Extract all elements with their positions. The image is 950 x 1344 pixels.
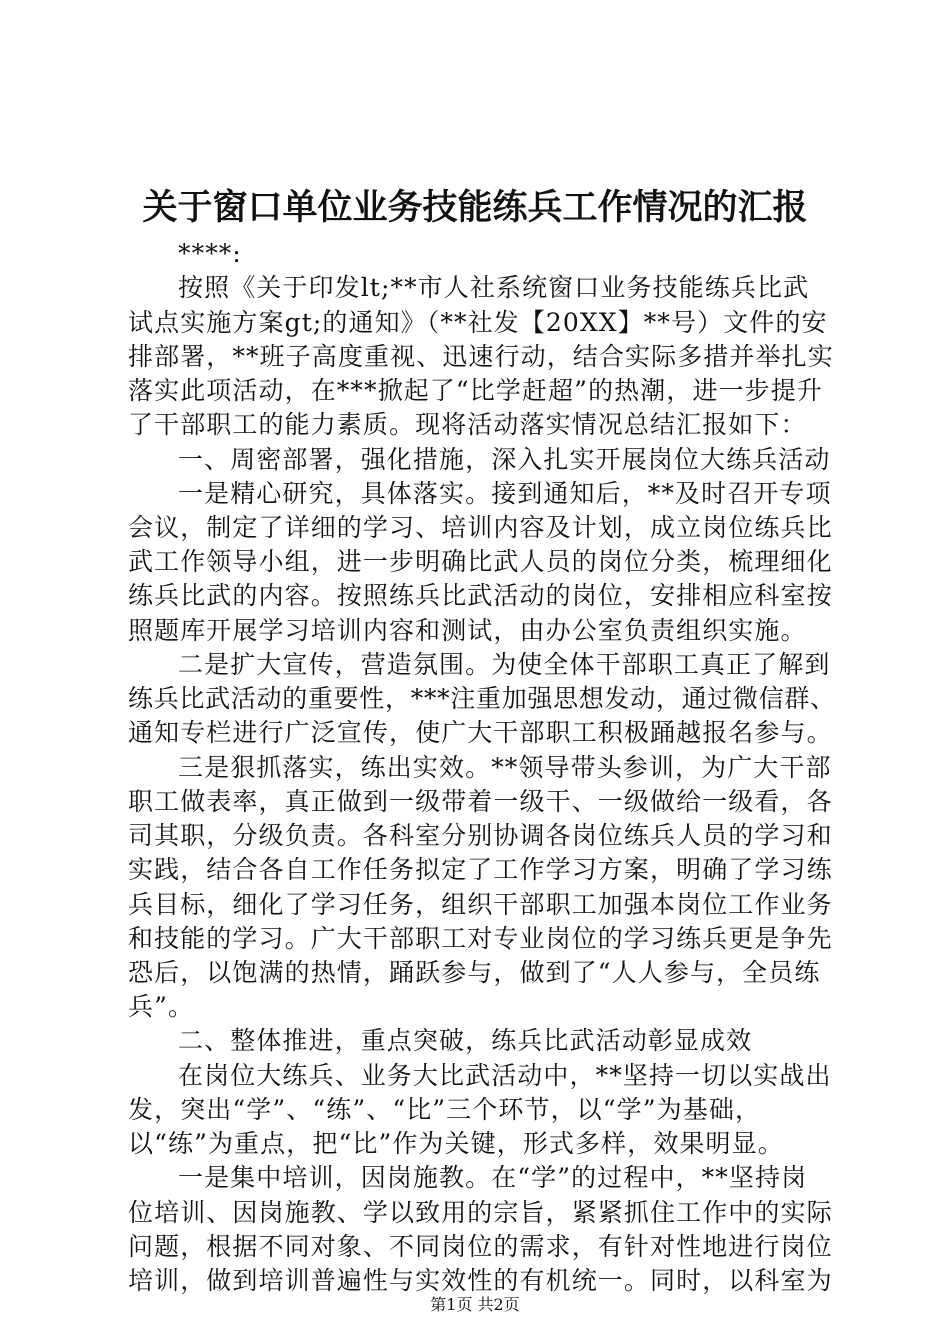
- document-title: 关于窗口单位业务技能练兵工作情况的汇报: [142, 187, 808, 228]
- paragraph-line: 发，突出“学”、“练”、“比”三个环节，以“学”为基础，: [128, 1095, 762, 1124]
- paragraph-line: 司其职，分级负责。各科室分别协调各岗位练兵人员的学习和: [128, 821, 833, 850]
- paragraph-line: 三是狠抓落实，练出实效。**领导带头参训，为广大干部: [178, 753, 832, 782]
- section-heading: 一、周密部署，强化措施，深入扎实开展岗位大练兵活动: [178, 445, 831, 474]
- paragraph-line: 一是精心研究，具体落实。接到通知后，**及时召开专项: [178, 479, 832, 508]
- paragraph-line: 武工作领导小组，进一步明确比武人员的岗位分类，梳理细化: [128, 547, 833, 576]
- paragraph-line: 了干部职工的能力素质。现将活动落实情况总结汇报如下：: [128, 410, 807, 439]
- page-footer: 第1页 共2页: [430, 1295, 520, 1314]
- salutation: ****:: [178, 239, 242, 268]
- paragraph-line: 和技能的学习。广大干部职工对专业岗位的学习练兵更是争先: [128, 924, 833, 953]
- paragraph-line: 职工做表率，真正做到一级带着一级干、一级做给一级看，各: [128, 787, 833, 816]
- paragraph-line: 练兵比武活动的重要性，***注重加强思想发动，通过微信群、: [128, 684, 836, 713]
- paragraph-line: 实践，结合各自工作任务拟定了工作学习方案，明确了学习练: [128, 855, 833, 884]
- paragraph-line: 在岗位大练兵、业务大比武活动中，**坚持一切以实战出: [178, 1061, 832, 1090]
- paragraph-line: 位培训、因岗施教、学以致用的宗旨，紧紧抓住工作中的实际: [128, 1198, 833, 1227]
- paragraph-line: 会议，制定了详细的学习、培训内容及计划，成立岗位练兵比: [128, 513, 833, 542]
- paragraph-line: 问题，根据不同对象、不同岗位的需求，有针对性地进行岗位: [128, 1232, 833, 1261]
- paragraph-line: 按照《关于印发lt;**市人社系统窗口业务技能练兵比武: [178, 273, 810, 302]
- paragraph-line: 一是集中培训，因岗施教。在“学”的过程中，**坚持岗: [178, 1163, 808, 1192]
- paragraph-line: 落实此项活动，在***掀起了“比学赶超”的热潮，进一步提升: [128, 376, 823, 405]
- section-heading: 二、整体推进，重点突破，练兵比武活动彰显成效: [178, 1026, 753, 1055]
- paragraph-line: 二是扩大宣传，营造氛围。为使全体干部职工真正了解到: [178, 650, 831, 679]
- paragraph-line: 通知专栏进行广泛宣传，使广大干部职工积极踊越报名参与。: [128, 718, 833, 747]
- paragraph-line: 培训，做到培训普遍性与实效性的有机统一。同时，以科室为: [128, 1266, 833, 1295]
- paragraph-line: 以“练”为重点，把“比”作为关键，形式多样，效果明显。: [128, 1129, 784, 1158]
- paragraph-line: 练兵比武的内容。按照练兵比武活动的岗位，安排相应科室按: [128, 581, 833, 610]
- paragraph-line: 排部署，**班子高度重视、迅速行动，结合实际多措并举扎实: [128, 342, 834, 371]
- paragraph-line: 兵目标，细化了学习任务，组织干部职工加强本岗位工作业务: [128, 890, 833, 919]
- paragraph-line: 恐后，以饱满的热情，踊跃参与，做到了“人人参与，全员练: [128, 958, 821, 987]
- paragraph-line: 试点实施方案gt;的通知》（**社发【20XX】**号）文件的安: [128, 308, 828, 337]
- paragraph-line: 照题库开展学习培训内容和测试，由办公室负责组织实施。: [128, 616, 807, 645]
- paragraph-line: 兵”。: [128, 992, 195, 1021]
